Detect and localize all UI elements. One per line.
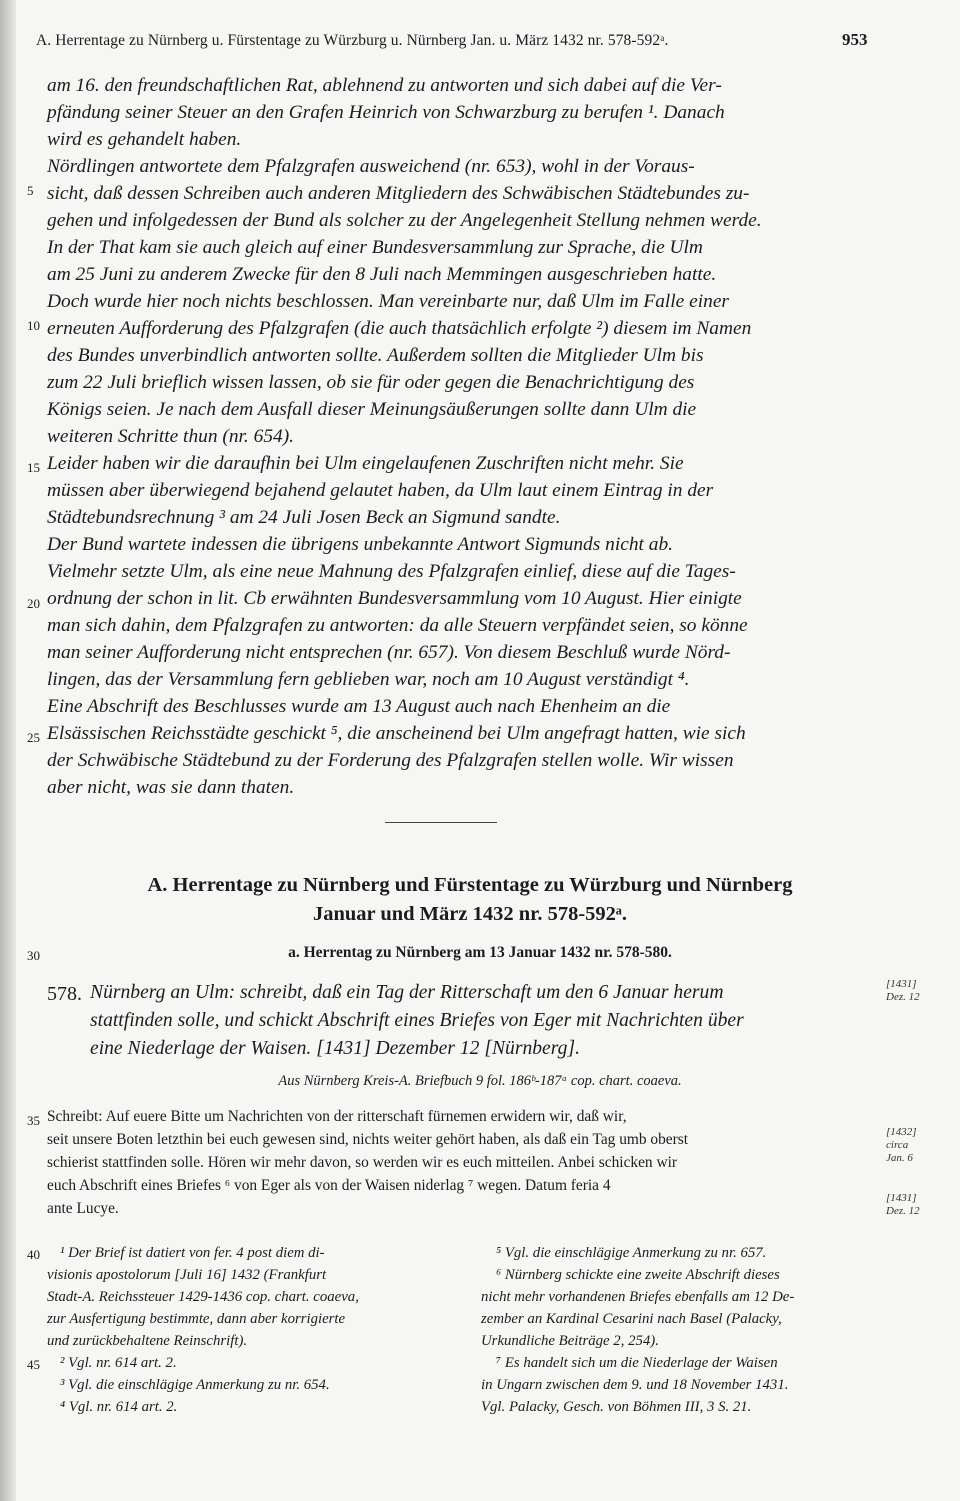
body-line: ordnung der schon in lit. Cb erwähnten Bundesversammlung vom 10 August. Hier einigte [47,588,742,609]
footnote-line: zember an Kardinal Cesarini nach Basel (Palacky, [481,1311,782,1327]
footnote-line: ² Vgl. nr. 614 art. 2. [60,1355,177,1371]
body-line: Königs seien. Je nach dem Ausfall dieser Meinungsäußerungen sollte dann Ulm die [47,399,697,420]
text-line: seit unsere Boten letzthin bei euch gewesen sind, nichts weiter gehört haben, als daß ein Tag umb oberst [47,1131,689,1148]
footnote-line: ³ Vgl. die einschlägige Anmerkung zu nr. 654. [60,1377,330,1393]
subsection-title: a. Herrentag zu Nürnberg am 13 Januar 1432 nr. 578-580. [288,944,672,961]
page-gutter-shadow [0,0,16,1501]
body-line: pfändung seiner Steuer an den Grafen Heinrich von Schwarzburg zu berufen ¹. Danach [47,102,725,123]
body-line: Städtebundsrechnung ³ am 24 Juli Josen Beck an Sigmund sandte. [47,507,561,528]
body-line: wird es gehandelt haben. [47,129,242,150]
footnote-line: Stadt-A. Reichssteuer 1429-1436 cop. chart. coaeva, [47,1289,359,1305]
body-line: müssen aber überwiegend bejahend gelautet haben, da Ulm laut einem Eintrag in der [47,480,714,501]
line-number: 35 [27,1113,40,1128]
body-line: Nördlingen antwortete dem Pfalzgrafen ausweichend (nr. 653), wohl in der Voraus- [47,156,695,177]
section-title: A. Herrentage zu Nürnberg und Fürstentage zu Würzburg und Nürnberg [147,874,793,896]
record-number: 578. [47,983,82,1005]
body-line: Vielmehr setzte Ulm, als eine neue Mahnung des Pfalzgrafen einlief, diese auf die Tages- [47,561,736,582]
footnote-line: ⁴ Vgl. nr. 614 art. 2. [60,1399,178,1415]
body-line: man seiner Aufforderung nicht entsprechen (nr. 657). Von diesem Beschluß wurde Nörd- [47,642,731,663]
page-number: 953 [842,30,868,49]
margin-date: [1432] circa Jan. 6 [886,1126,917,1164]
section-divider [385,822,497,823]
body-line: gehen und infolgedessen der Bund als solcher zu der Angelegenheit Stellung nehmen werde. [47,210,762,231]
body-line: In der That kam sie auch gleich auf einer Bundesversammlung zur Sprache, die Ulm [47,237,703,258]
body-line: aber nicht, was sie dann thaten. [47,777,295,798]
line-number: 45 [27,1357,40,1372]
footnote-line: Vgl. Palacky, Gesch. von Böhmen III, 3 S. 21. [481,1399,752,1415]
body-line: am 25 Juni zu anderem Zwecke für den 8 Juli nach Memmingen ausgeschrieben hatte. [47,264,717,285]
footnote-line: visionis apostolorum [Juli 16] 1432 (Frankfurt [47,1267,327,1283]
footnote-line: in Ungarn zwischen dem 9. und 18 November 1431. [481,1377,789,1393]
line-number: 25 [27,730,40,745]
footnote-line: ⁷ Es handelt sich um die Niederlage der Waisen [496,1355,778,1371]
margin-date: [1431] Dez. 12 [886,1192,920,1217]
regest-line: stattfinden solle, und schickt Abschrift eines Briefes von Eger mit Nachrichten über [90,1010,744,1031]
source-note: Aus Nürnberg Kreis-A. Briefbuch 9 fol. 186ᵇ-187ᵃ cop. chart. coaeva. [278,1073,682,1089]
body-line: der Schwäbische Städtebund zu der Forderung des Pfalzgrafen stellen wolle. Wir wissen [47,750,734,771]
margin-date: [1431] Dez. 12 [886,978,920,1003]
footnote-line: Urkundliche Beiträge 2, 254). [481,1333,659,1349]
body-line: Doch wurde hier noch nichts beschlossen. Man vereinbarte nur, daß Ulm im Falle einer [47,291,729,312]
body-line: sicht, daß dessen Schreiben auch anderen Mitgliedern des Schwäbischen Städtebundes zu- [47,183,750,204]
body-line: weiteren Schritte thun (nr. 654). [47,426,295,447]
body-line: des Bundes unverbindlich antworten sollte. Außerdem sollten die Mitglieder Ulm bis [47,345,704,366]
text-line: Schreibt: Auf euere Bitte um Nachrichten von der ritterschaft fürnemen erwidern wir, daß wir, [47,1108,627,1125]
running-head: A. Herrentage zu Nürnberg u. Fürstentage zu Würzburg u. Nürnberg Jan. u. März 1432 nr. 578-592ᵃ. [36,32,669,49]
regest-line: eine Niederlage der Waisen. [1431] Dezember 12 [Nürnberg]. [90,1038,580,1059]
text-line: ante Lucye. [47,1200,119,1217]
body-line: Leider haben wir die daraufhin bei Ulm eingelaufenen Zuschriften nicht mehr. Sie [47,453,684,474]
footnote-line: und zurückbehaltene Reinschrift). [47,1333,248,1349]
footnote-line: nicht mehr vorhandenen Briefes ebenfalls am 12 De- [481,1289,795,1305]
line-number: 30 [27,948,40,963]
section-title-line2: Januar und März 1432 nr. 578-592ᵃ. [312,903,628,925]
text-line: schierist stattfinden solle. Hören wir mehr davon, so werden wir es euch mitteilen. Anbei schicken wir [47,1154,677,1171]
line-number: 15 [27,460,40,475]
footnote-line: ⁶ Nürnberg schickte eine zweite Abschrift dieses [496,1267,780,1283]
line-number: 40 [27,1247,40,1262]
line-number: 10 [27,318,40,333]
regest-line: Nürnberg an Ulm: schreibt, daß ein Tag der Ritterschaft um den 6 Januar herum [90,982,724,1003]
line-number: 5 [27,183,34,198]
body-line: lingen, das der Versammlung fern geblieben war, noch am 10 August verständigt ⁴. [47,669,690,690]
body-line: Eine Abschrift des Beschlusses wurde am 13 August auch nach Ehenheim an die [47,696,671,717]
body-line: Der Bund wartete indessen die übrigens unbekannte Antwort Sigmunds nicht ab. [47,534,674,555]
body-line: zum 22 Juli brieflich wissen lassen, ob sie für oder gegen die Benachrichtigung des [47,372,695,393]
body-line: am 16. den freundschaftlichen Rat, ablehnend zu antworten und sich dabei auf die Ver- [47,75,722,96]
line-number: 20 [27,596,40,611]
body-line: man sich dahin, dem Pfalzgrafen zu antworten: da alle Steuern verpfändet seien, so könne [47,615,748,636]
body-line: erneuten Aufforderung des Pfalzgrafen (die auch thatsächlich erfolgte ²) diesem im Namen [47,318,752,339]
text-line: euch Abschrift eines Briefes ⁶ von Eger als von der Waisen niderlag ⁷ wegen. Datum feria 4 [47,1177,611,1194]
footnote-line: zur Ausfertigung bestimmte, dann aber korrigierte [47,1311,346,1327]
body-line: Elsässischen Reichsstädte geschickt ⁵, die anscheinend bei Ulm angefragt hatten, wie sich [47,723,746,744]
footnote-line: ¹ Der Brief ist datiert von fer. 4 post diem di- [60,1245,325,1261]
footnote-line: ⁵ Vgl. die einschlägige Anmerkung zu nr. 657. [496,1245,767,1261]
